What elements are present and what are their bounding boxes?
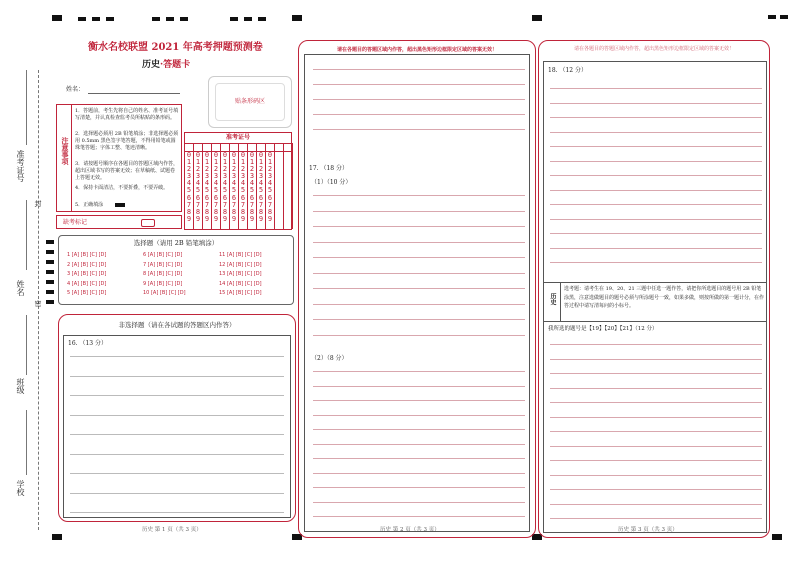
answer-line	[550, 132, 762, 133]
answer-line	[550, 248, 762, 249]
digit-bubbles[interactable]: 0 1 2 3 4 5 6 7 8 9	[231, 151, 237, 223]
exam-number-column[interactable]	[185, 143, 194, 229]
choice-item[interactable]: 7 [A] [B] [C] [D]	[143, 261, 183, 268]
alignment-mark	[292, 15, 302, 21]
notice-item: 3．请按题号顺序在各题目的答题区域内作答，超出区域书写的答案无效；在草稿纸、试题卷上答题无效。	[75, 161, 179, 181]
digit-bubbles[interactable]: 0 1 2 3 4 5 6 7 8 9	[249, 151, 255, 223]
digit-bubbles[interactable]: 0 1 2 3 4 5 6 7 8 9	[267, 151, 273, 223]
exam-number-column[interactable]	[257, 143, 266, 229]
exam-number-grid	[184, 132, 292, 230]
answer-line	[313, 444, 525, 445]
answer-line	[313, 257, 525, 258]
notice-item: 2．选择题必须用 2B 铅笔填涂；非选择题必须用 0.5mm 黑色签字笔答题，不得用铅笔或圆珠笔答题；字体工整、笔迹清晰。	[75, 131, 179, 151]
q16-answer-box[interactable]	[63, 335, 291, 518]
nonchoice-title: 非选择题（请在各试题的答题区内作答）	[118, 321, 236, 329]
answer-line	[313, 473, 525, 474]
exam-number-label: 准考证号	[225, 134, 250, 141]
exam-number-column[interactable]	[212, 143, 221, 229]
answer-line	[550, 475, 762, 476]
answer-line	[550, 373, 762, 374]
side-school-label: 学校	[16, 480, 25, 496]
notice-box	[56, 104, 182, 212]
name-label: 姓名：	[66, 86, 85, 93]
answer-line	[313, 129, 525, 130]
alignment-mark	[92, 17, 100, 21]
elective-box	[544, 282, 766, 322]
page-footer: 历史 第 2 页（共 3 页）	[380, 527, 440, 533]
answer-line	[313, 400, 525, 401]
q16-label: 16. （13 分）	[68, 340, 107, 347]
choice-item[interactable]: 15 [A] [B] [C] [D]	[219, 290, 262, 296]
barcode-area	[208, 76, 292, 128]
notice-item: 1．答题前，考生先将自己的姓名、准考证号填写清楚，并认真检查监考员所粘贴的条形码。	[75, 108, 179, 121]
side-mark	[46, 240, 54, 244]
digit-bubbles[interactable]: 0 1 2 3 4 5 6 7 8 9	[204, 151, 210, 223]
q17-1-label: （1）（10 分）	[311, 179, 352, 186]
exam-number-column[interactable]	[275, 143, 284, 229]
alignment-mark	[52, 534, 62, 540]
page-3-warning: 请在各题目的答题区域内作答，超出黑色矩形边框限定区域的答案无效！	[573, 46, 734, 52]
barcode-label: 贴条形码区	[234, 98, 265, 105]
side-name-line	[26, 200, 27, 270]
side-mark	[46, 300, 54, 304]
alignment-mark	[78, 17, 86, 21]
side-mark	[46, 250, 54, 254]
answer-line	[550, 146, 762, 147]
page-title: 衡水名校联盟 2021 年高考押题预测卷	[88, 42, 263, 53]
answer-line	[313, 195, 525, 196]
choice-item[interactable]: 12 [A] [B] [C] [D]	[219, 261, 262, 268]
alignment-mark	[258, 17, 266, 21]
answer-line	[70, 454, 284, 455]
name-field[interactable]	[88, 93, 180, 94]
answer-line	[70, 493, 284, 494]
alignment-mark	[768, 15, 776, 19]
answer-line	[550, 489, 762, 490]
answer-line	[550, 388, 762, 389]
answer-line	[550, 431, 762, 432]
exam-number-column[interactable]	[203, 143, 212, 229]
digit-bubbles[interactable]: 0 1 2 3 4 5 6 7 8 9	[240, 151, 246, 223]
answer-line	[313, 273, 525, 274]
alignment-mark	[230, 17, 238, 21]
answer-line	[550, 175, 762, 176]
answer-line	[313, 429, 525, 430]
answer-line	[313, 84, 525, 85]
page-3-panel	[538, 40, 770, 538]
answer-line	[70, 473, 284, 474]
digit-bubbles[interactable]: 0 1 2 3 4 5 6 7 8 9	[213, 151, 219, 223]
choice-item[interactable]: 9 [A] [B] [C] [D]	[143, 280, 183, 287]
alignment-mark	[532, 15, 542, 21]
answer-line	[313, 242, 525, 243]
answer-line	[313, 304, 525, 305]
answer-line	[550, 88, 762, 89]
page-2-warning: 请在各题目的答题区域内作答，超出黑色矩形边框限定区域的答案无效！	[336, 47, 497, 53]
side-exam-no-label: 准考证号	[16, 150, 25, 182]
digit-bubbles[interactable]: 0 1 2 3 4 5 6 7 8 9	[186, 151, 192, 223]
side-mark	[46, 270, 54, 274]
elective-subject: 历史	[549, 293, 556, 305]
answer-line	[313, 487, 525, 488]
subject-name: 历史	[142, 60, 161, 70]
choice-item[interactable]: 13 [A] [B] [C] [D]	[219, 271, 262, 277]
alignment-mark	[52, 15, 62, 21]
answer-line	[313, 114, 525, 115]
side-mark	[46, 290, 54, 294]
page-footer: 历史 第 3 页（共 3 页）	[618, 527, 678, 533]
answer-line	[313, 99, 525, 100]
choice-grid[interactable]	[63, 252, 289, 300]
q18-label: 18. （12 分）	[548, 67, 587, 74]
side-class-line	[26, 315, 27, 375]
elective-instructions: 选考题：请考生在 19、20、21 三题中任选一题作答，请把你所选题目的题号用 2B 铅笔涂黑，注意选做题目的题号必须与所涂题号一致，如果多做，则按所做的第一题计分，在作答过程中请写清每问的小标号。	[564, 286, 765, 309]
answer-line	[550, 359, 762, 360]
answer-line	[70, 356, 284, 357]
side-school-line	[26, 410, 27, 475]
notice-item: 4．保持卡面清洁，不要折叠，不要弄破。	[75, 185, 169, 191]
choice-item[interactable]: 5 [A] [B] [C] [D]	[67, 290, 107, 296]
choice-item[interactable]: 6 [A] [B] [C] [D]	[143, 252, 183, 258]
absent-label: 缺考标记	[63, 219, 88, 226]
digit-bubbles[interactable]: 0 1 2 3 4 5 6 7 8 9	[222, 151, 228, 223]
answer-line	[550, 504, 762, 505]
answer-line	[313, 516, 525, 517]
exam-number-column[interactable]	[266, 143, 275, 229]
choice-item[interactable]: 8 [A] [B] [C] [D]	[143, 271, 183, 277]
side-mark	[46, 260, 54, 264]
answer-line	[70, 395, 284, 396]
nonchoice-section	[58, 314, 296, 522]
answer-line	[70, 434, 284, 435]
alignment-mark	[152, 17, 160, 21]
answer-line	[70, 512, 284, 513]
answer-line	[550, 204, 762, 205]
page-footer: 历史 第 1 页（共 3 页）	[142, 527, 202, 533]
answer-line	[550, 103, 762, 104]
page-3-answer-box[interactable]	[543, 61, 767, 533]
choice-item[interactable]: 11 [A] [B] [C] [D]	[219, 252, 262, 258]
answer-line	[313, 226, 525, 227]
answer-line	[313, 288, 525, 289]
notice-title: 注意事项	[61, 137, 70, 165]
alignment-mark	[106, 17, 114, 21]
choice-item[interactable]: 4 [A] [B] [C] [D]	[67, 280, 107, 287]
answer-line	[313, 386, 525, 387]
choice-item[interactable]: 3 [A] [B] [C] [D]	[67, 271, 107, 277]
answer-line	[550, 446, 762, 447]
q17-label: 17. （18 分）	[309, 165, 348, 172]
absent-checkbox[interactable]	[141, 219, 155, 227]
answer-line	[550, 219, 762, 220]
choice-item[interactable]: 10 [A] [B] [C] [D]	[143, 290, 186, 296]
digit-bubbles[interactable]: 0 1 2 3 4 5 6 7 8 9	[258, 151, 264, 223]
answer-line	[550, 233, 762, 234]
page-2-panel	[298, 40, 536, 538]
exam-number-column[interactable]	[248, 143, 257, 229]
answer-line	[313, 335, 525, 336]
alignment-mark	[244, 17, 252, 21]
alignment-mark	[780, 15, 788, 19]
subject-title	[142, 57, 190, 70]
choice-section	[58, 235, 294, 305]
answer-line	[550, 117, 762, 118]
answer-line	[550, 262, 762, 263]
answer-card-label: ·答题卡	[160, 60, 191, 70]
exam-number-columns[interactable]	[185, 143, 291, 229]
answer-line	[550, 402, 762, 403]
exam-number-column[interactable]	[221, 143, 230, 229]
answer-line	[313, 458, 525, 459]
answer-line	[550, 190, 762, 191]
answer-line	[550, 417, 762, 418]
exam-number-column[interactable]	[239, 143, 248, 229]
answer-line	[313, 319, 525, 320]
filled-bubble-sample	[115, 203, 125, 207]
alignment-mark	[772, 534, 782, 540]
exam-number-column[interactable]	[284, 143, 293, 229]
choice-item[interactable]: 2 [A] [B] [C] [D]	[67, 261, 107, 268]
answer-line	[550, 460, 762, 461]
page-2-answer-box[interactable]	[304, 54, 530, 532]
answer-line	[70, 376, 284, 377]
answer-line	[313, 371, 525, 372]
side-seal-mark: 封	[34, 200, 42, 207]
exam-number-column[interactable]	[230, 143, 239, 229]
elective-choice[interactable]: 我所选的题号是【19】【20】【21】（12 分）	[548, 326, 658, 332]
answer-line	[313, 211, 525, 212]
answer-line	[70, 415, 284, 416]
side-name-label: 姓名	[16, 280, 25, 296]
choice-item[interactable]: 1 [A] [B] [C] [D]	[67, 252, 107, 258]
choice-title: 选择题（请用 2B 铅笔填涂）	[133, 239, 219, 247]
absent-box	[56, 215, 182, 229]
alignment-mark	[180, 17, 188, 21]
side-mark	[46, 280, 54, 284]
digit-bubbles[interactable]: 0 1 2 3 4 5 6 7 8 9	[195, 151, 201, 223]
exam-number-column[interactable]	[194, 143, 203, 229]
side-exam-no-line	[26, 70, 27, 145]
notice-item: 5．正确填涂	[75, 202, 104, 208]
answer-line	[313, 415, 525, 416]
answer-line	[313, 69, 525, 70]
answer-line	[313, 502, 525, 503]
answer-line	[550, 344, 762, 345]
answer-line	[550, 518, 762, 519]
choice-item[interactable]: 14 [A] [B] [C] [D]	[219, 280, 262, 287]
q17-2-label: （2）（8 分）	[311, 355, 348, 362]
side-dense-mark: 密	[34, 300, 42, 307]
side-class-label: 班级	[16, 378, 25, 394]
alignment-mark	[166, 17, 174, 21]
answer-line	[550, 161, 762, 162]
